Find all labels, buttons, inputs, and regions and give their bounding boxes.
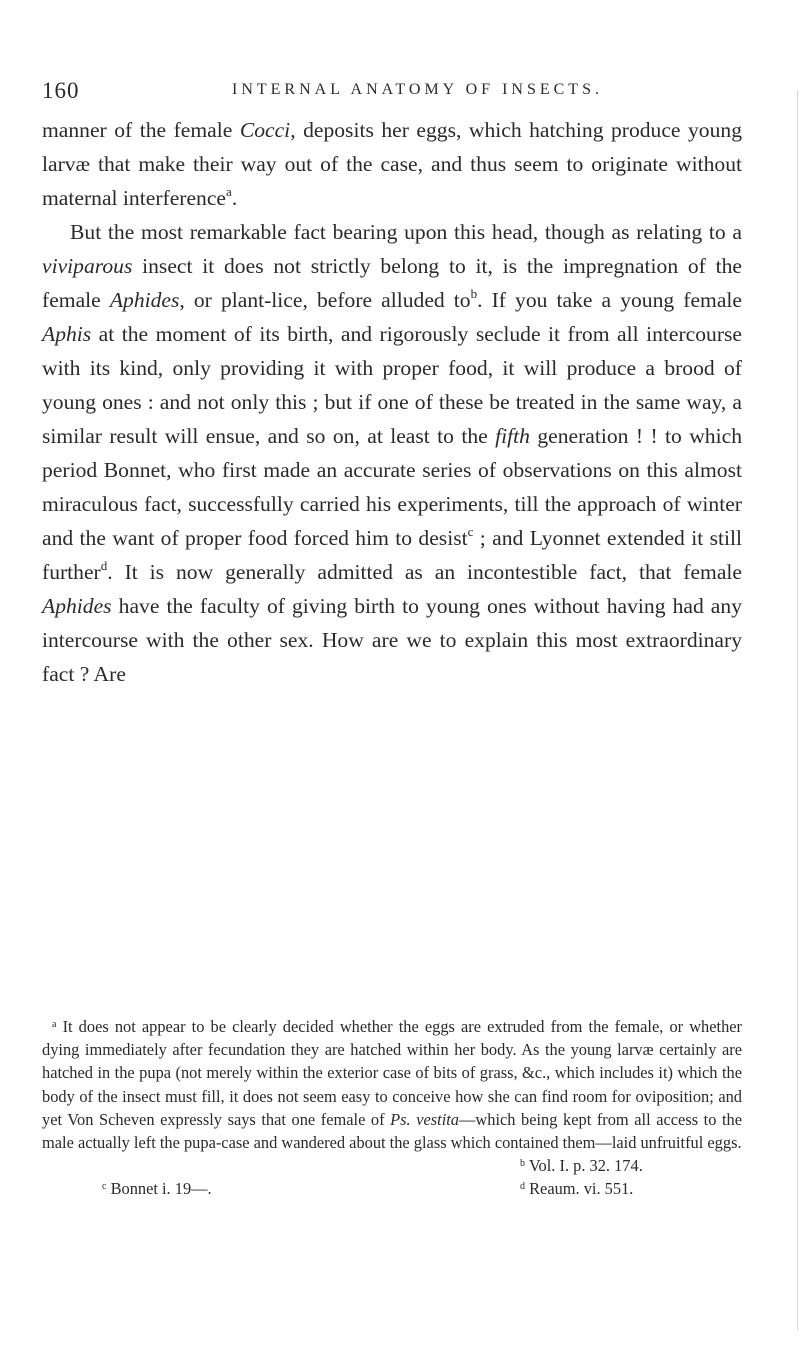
text-run: . If you take a young female <box>477 288 743 312</box>
italic-term: viviparous <box>42 254 133 278</box>
paragraph-aphides <box>42 215 742 691</box>
main-text <box>42 113 742 691</box>
footnote-ref-d: d <box>100 558 108 573</box>
footnote-text: Vol. I. p. 32. 174. <box>528 1156 643 1176</box>
footnote-a <box>42 1015 742 1154</box>
footnotes <box>42 1015 742 1200</box>
italic-term: Cocci <box>239 118 291 142</box>
text-run: ; and Lyonnet extended it still further <box>42 526 742 584</box>
italic-term: Aphides <box>42 594 112 618</box>
page-header <box>42 78 742 108</box>
italic-term: Aphides <box>109 288 180 312</box>
footnote-mark: c <box>102 1181 107 1193</box>
paragraph-continuation <box>42 113 742 215</box>
text-run: . <box>231 186 238 210</box>
footnote-mark: b <box>520 1158 525 1170</box>
footnote-references <box>42 1154 742 1200</box>
italic-term: Aphis <box>42 322 92 346</box>
footnote-ref-a: a <box>226 184 232 199</box>
text-run: insect it does not strictly belong to it, is the impregnation of the female <box>42 254 742 312</box>
footnote-d <box>520 1177 633 1200</box>
running-head: INTERNAL ANATOMY OF INSECTS. <box>232 81 603 98</box>
footnote-ref-b: b <box>470 286 478 301</box>
page-number: 160 <box>42 78 80 103</box>
text-run: But the most remarkable fact bearing upon this head, though as relating to a <box>70 220 742 244</box>
text-run: manner of the female <box>42 118 240 142</box>
footnote-text: Bonnet i. 19—. <box>110 1179 212 1199</box>
text-run: , deposits her eggs, which hatching produce young larvæ that make their way out of the case, and thus seem to originate without maternal interference <box>42 118 742 210</box>
text-run: at the moment of its birth, and rigorously seclude it from all intercourse with its kind, only providing it with proper food, it will produce a brood of young ones : and not only this ; but if one of these be treated in the same way, a similar result will ensue, and so on, at least to the <box>42 322 742 448</box>
footnote-mark: a <box>52 1019 57 1030</box>
footnote-ref-c: c <box>467 524 474 539</box>
text-run: —which being kept from all access to the male actually left the pupa-case and wandered about the glass which contained them—laid unfruitful eggs. <box>42 1109 742 1153</box>
italic-term: fifth <box>495 424 530 448</box>
footnote-c <box>102 1177 212 1200</box>
text-run: , or plant-lice, before alluded to <box>179 288 471 312</box>
text-run: generation ! ! to which period Bonnet, who first made an accurate series of observations on this almost miraculous fact, successfully carried his experiments, till the approach of winter and the want of proper food forced him to desist <box>42 424 742 550</box>
text-run: have the faculty of giving birth to young ones without having had any intercourse with the other sex. How are we to explain this most extraordinary fact ? Are <box>42 594 742 686</box>
text-run: . It is now generally admitted as an incontestible fact, that female <box>107 560 742 584</box>
page-edge-divider <box>797 90 798 1330</box>
footnote-b <box>520 1154 643 1177</box>
italic-term: Ps. vestita <box>390 1109 460 1129</box>
text-run: It does not appear to be clearly decided whether the eggs are extruded from the female, or whether dying immediately after fecundation they are hatched within her body. As the young larvæ certainly are hatched in the pupa (not merely within the exterior case of bits of grass, &c., which includes it) which the body of the insect must fill, it does not seem easy to conceive how she can find room for oviposition; and yet Von Scheven expressly says that one female of <box>42 1017 742 1129</box>
footnote-text: Reaum. vi. 551. <box>529 1179 634 1199</box>
footnote-mark: d <box>520 1181 525 1193</box>
